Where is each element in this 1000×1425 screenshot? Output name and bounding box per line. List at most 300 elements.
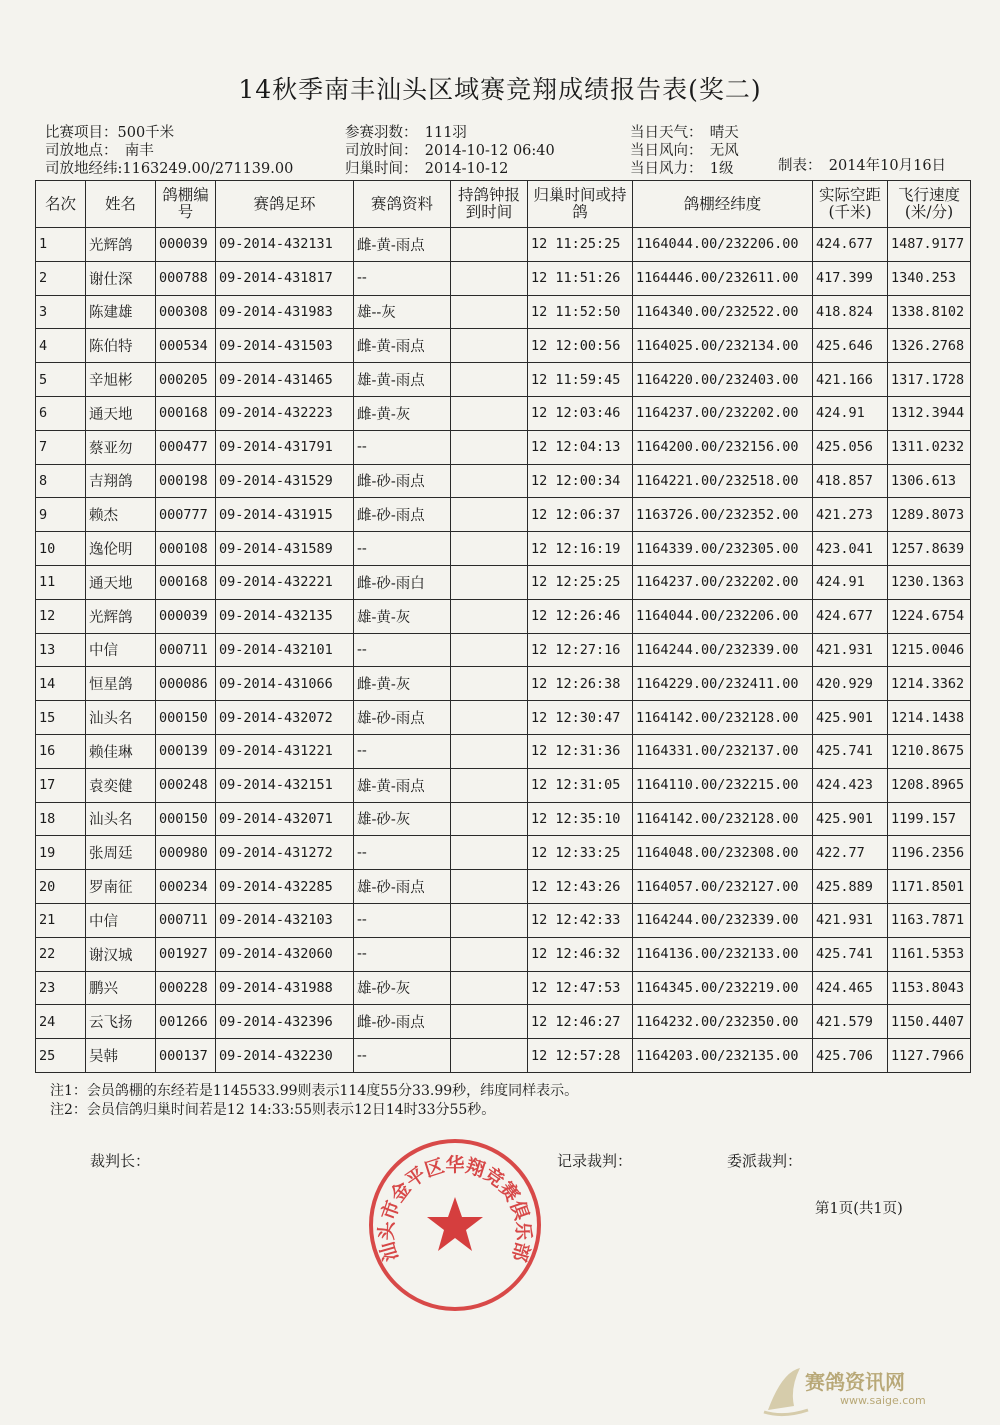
cell-speed: 1312.3944 <box>888 396 971 430</box>
cell-loft-id: 000039 <box>156 228 216 262</box>
cell-coords: 1164136.00/232133.00 <box>633 937 813 971</box>
cell-name: 赖杰 <box>86 498 156 532</box>
cell-distance: 422.77 <box>813 836 888 870</box>
cell-coords: 1164048.00/232308.00 <box>633 836 813 870</box>
cell-ring: 09-2014-432131 <box>216 228 354 262</box>
cell-clock-time <box>451 903 528 937</box>
cell-distance: 424.91 <box>813 565 888 599</box>
cell-speed: 1214.3362 <box>888 667 971 701</box>
table-row <box>36 971 971 1005</box>
cell-arrival: 12 12:42:33 <box>528 903 633 937</box>
cell-ring: 09-2014-431988 <box>216 971 354 1005</box>
cell-coords: 1164142.00/232128.00 <box>633 802 813 836</box>
cell-arrival: 12 12:46:27 <box>528 1005 633 1039</box>
cell-distance: 425.901 <box>813 802 888 836</box>
cell-arrival: 12 12:04:13 <box>528 430 633 464</box>
cell-pigeon-info: 雌-砂-雨白 <box>354 565 451 599</box>
cell-speed: 1127.7966 <box>888 1039 971 1073</box>
table-header-row <box>36 181 971 228</box>
cell-speed: 1289.8073 <box>888 498 971 532</box>
cell-pigeon-info: 雄-黄-雨点 <box>354 768 451 802</box>
signature-chief: 裁判长： <box>90 1152 151 1170</box>
header-arrival: 归巢时间或持鸽 <box>528 181 633 228</box>
meta-return-time: 归巢时间： 2014-10-12 <box>345 161 509 177</box>
cell-pigeon-info: 雄-砂-灰 <box>354 971 451 1005</box>
cell-ring: 09-2014-432135 <box>216 599 354 633</box>
signature-recorder: 记录裁判： <box>557 1152 633 1170</box>
cell-coords: 1164339.00/232305.00 <box>633 532 813 566</box>
cell-rank: 20 <box>36 870 86 904</box>
cell-loft-id: 000198 <box>156 464 216 498</box>
cell-rank: 22 <box>36 937 86 971</box>
cell-arrival: 12 12:26:38 <box>528 667 633 701</box>
table-row <box>36 1039 971 1073</box>
cell-name: 陈伯特 <box>86 329 156 363</box>
cell-distance: 421.166 <box>813 363 888 397</box>
cell-arrival: 12 12:30:47 <box>528 701 633 735</box>
cell-clock-time <box>451 363 528 397</box>
cell-ring: 09-2014-432230 <box>216 1039 354 1073</box>
cell-loft-id: 000534 <box>156 329 216 363</box>
watermark-url: www.saige.com <box>840 1394 926 1407</box>
cell-clock-time <box>451 430 528 464</box>
meta-made-on: 制表： 2014年10月16日 <box>778 158 947 174</box>
header-pigeon-info: 赛鸽资料 <box>354 181 451 228</box>
table-row <box>36 329 971 363</box>
cell-arrival: 12 12:31:36 <box>528 734 633 768</box>
cell-coords: 1164345.00/232219.00 <box>633 971 813 1005</box>
cell-distance: 425.741 <box>813 734 888 768</box>
cell-rank: 10 <box>36 532 86 566</box>
cell-coords: 1164229.00/232411.00 <box>633 667 813 701</box>
cell-ring: 09-2014-432101 <box>216 633 354 667</box>
cell-rank: 24 <box>36 1005 86 1039</box>
cell-name: 汕头名 <box>86 701 156 735</box>
cell-coords: 1164237.00/232202.00 <box>633 396 813 430</box>
cell-clock-time <box>451 261 528 295</box>
table-row <box>36 768 971 802</box>
header-ring: 赛鸽足环 <box>216 181 354 228</box>
table-row <box>36 464 971 498</box>
cell-ring: 09-2014-431817 <box>216 261 354 295</box>
report-title: 14秋季南丰汕头区域赛竞翔成绩报告表(奖二) <box>238 75 762 104</box>
cell-distance: 425.741 <box>813 937 888 971</box>
cell-loft-id: 001927 <box>156 937 216 971</box>
cell-loft-id: 000039 <box>156 599 216 633</box>
cell-name: 谢仕深 <box>86 261 156 295</box>
cell-clock-time <box>451 532 528 566</box>
cell-name: 中信 <box>86 903 156 937</box>
cell-ring: 09-2014-431272 <box>216 836 354 870</box>
cell-coords: 1164446.00/232611.00 <box>633 261 813 295</box>
cell-name: 吉翔鸽 <box>86 464 156 498</box>
cell-rank: 8 <box>36 464 86 498</box>
cell-loft-id: 000168 <box>156 565 216 599</box>
cell-coords: 1164044.00/232206.00 <box>633 599 813 633</box>
cell-ring: 09-2014-431589 <box>216 532 354 566</box>
header-loft-id: 鸽棚编号 <box>156 181 216 228</box>
cell-speed: 1153.8043 <box>888 971 971 1005</box>
cell-pigeon-info: -- <box>354 903 451 937</box>
table-row <box>36 1005 971 1039</box>
cell-ring: 09-2014-431221 <box>216 734 354 768</box>
cell-pigeon-info: -- <box>354 532 451 566</box>
cell-rank: 23 <box>36 971 86 1005</box>
cell-loft-id: 000086 <box>156 667 216 701</box>
cell-arrival: 12 12:26:46 <box>528 599 633 633</box>
table-row <box>36 734 971 768</box>
cell-clock-time <box>451 870 528 904</box>
cell-pigeon-info: -- <box>354 937 451 971</box>
cell-arrival: 12 12:57:28 <box>528 1039 633 1073</box>
cell-loft-id: 000137 <box>156 1039 216 1073</box>
cell-clock-time <box>451 228 528 262</box>
cell-arrival: 12 12:00:34 <box>528 464 633 498</box>
cell-rank: 17 <box>36 768 86 802</box>
cell-speed: 1171.8501 <box>888 870 971 904</box>
cell-name: 恒星鸽 <box>86 667 156 701</box>
cell-coords: 1163726.00/232352.00 <box>633 498 813 532</box>
cell-coords: 1164220.00/232403.00 <box>633 363 813 397</box>
table-row <box>36 261 971 295</box>
cell-loft-id: 000228 <box>156 971 216 1005</box>
cell-name: 张周廷 <box>86 836 156 870</box>
cell-rank: 21 <box>36 903 86 937</box>
cell-arrival: 12 12:03:46 <box>528 396 633 430</box>
club-seal <box>365 1135 545 1315</box>
meta-wind-force: 当日风力： 1级 <box>630 161 734 177</box>
cell-clock-time <box>451 1005 528 1039</box>
cell-clock-time <box>451 464 528 498</box>
header-clock-time: 持鸽钟报到时间 <box>451 181 528 228</box>
cell-arrival: 12 12:31:05 <box>528 768 633 802</box>
cell-arrival: 12 12:00:56 <box>528 329 633 363</box>
cell-rank: 19 <box>36 836 86 870</box>
cell-ring: 09-2014-431503 <box>216 329 354 363</box>
cell-speed: 1306.613 <box>888 464 971 498</box>
cell-rank: 11 <box>36 565 86 599</box>
cell-distance: 421.931 <box>813 633 888 667</box>
table-row <box>36 228 971 262</box>
cell-speed: 1230.1363 <box>888 565 971 599</box>
cell-arrival: 12 11:52:50 <box>528 295 633 329</box>
cell-ring: 09-2014-431529 <box>216 464 354 498</box>
cell-ring: 09-2014-432151 <box>216 768 354 802</box>
cell-pigeon-info: 雄--灰 <box>354 295 451 329</box>
cell-name: 通天地 <box>86 565 156 599</box>
cell-name: 光辉鸽 <box>86 228 156 262</box>
svg-text:汕头市金平区华翔竞赛俱乐部: 汕头市金平区华翔竞赛俱乐部 <box>375 1154 535 1264</box>
cell-speed: 1215.0046 <box>888 633 971 667</box>
cell-pigeon-info: 雌-黄-雨点 <box>354 228 451 262</box>
cell-coords: 1164142.00/232128.00 <box>633 701 813 735</box>
cell-distance: 425.706 <box>813 1039 888 1073</box>
cell-loft-id: 000788 <box>156 261 216 295</box>
cell-loft-id: 000248 <box>156 768 216 802</box>
meta-birds-count: 参赛羽数： 111羽 <box>345 125 467 141</box>
cell-loft-id: 000205 <box>156 363 216 397</box>
cell-coords: 1164044.00/232206.00 <box>633 228 813 262</box>
table-row <box>36 937 971 971</box>
cell-pigeon-info: 雌-黄-雨点 <box>354 329 451 363</box>
cell-rank: 9 <box>36 498 86 532</box>
meta-release-place: 司放地点： 南丰 <box>45 143 154 159</box>
cell-rank: 7 <box>36 430 86 464</box>
cell-clock-time <box>451 1039 528 1073</box>
cell-loft-id: 000477 <box>156 430 216 464</box>
cell-pigeon-info: 雌-砂-雨点 <box>354 498 451 532</box>
cell-ring: 09-2014-432071 <box>216 802 354 836</box>
cell-clock-time <box>451 599 528 633</box>
cell-pigeon-info: 雌-黄-灰 <box>354 396 451 430</box>
star-icon <box>427 1197 483 1251</box>
cell-arrival: 12 12:33:25 <box>528 836 633 870</box>
table-row <box>36 633 971 667</box>
cell-loft-id: 000980 <box>156 836 216 870</box>
table-row <box>36 430 971 464</box>
cell-arrival: 12 12:43:26 <box>528 870 633 904</box>
cell-speed: 1487.9177 <box>888 228 971 262</box>
cell-arrival: 12 11:25:25 <box>528 228 633 262</box>
meta-project: 比赛项目：500千米 <box>45 125 175 141</box>
table-row <box>36 802 971 836</box>
cell-arrival: 12 12:27:16 <box>528 633 633 667</box>
cell-ring: 09-2014-432060 <box>216 937 354 971</box>
cell-coords: 1164110.00/232215.00 <box>633 768 813 802</box>
cell-ring: 09-2014-431066 <box>216 667 354 701</box>
cell-distance: 425.056 <box>813 430 888 464</box>
cell-rank: 1 <box>36 228 86 262</box>
cell-clock-time <box>451 836 528 870</box>
cell-name: 罗南征 <box>86 870 156 904</box>
cell-pigeon-info: 雌-黄-灰 <box>354 667 451 701</box>
cell-clock-time <box>451 667 528 701</box>
signature-appointed: 委派裁判： <box>727 1152 803 1170</box>
cell-rank: 13 <box>36 633 86 667</box>
cell-coords: 1164232.00/232350.00 <box>633 1005 813 1039</box>
cell-name: 光辉鸽 <box>86 599 156 633</box>
cell-speed: 1214.1438 <box>888 701 971 735</box>
cell-arrival: 12 12:35:10 <box>528 802 633 836</box>
cell-loft-id: 001266 <box>156 1005 216 1039</box>
cell-clock-time <box>451 971 528 1005</box>
table-row <box>36 701 971 735</box>
cell-name: 谢汉城 <box>86 937 156 971</box>
page-number: 第1页(共1页) <box>815 1201 903 1217</box>
header-coords: 鸽棚经纬度 <box>633 181 813 228</box>
cell-distance: 424.465 <box>813 971 888 1005</box>
cell-name: 赖佳琳 <box>86 734 156 768</box>
cell-name: 鹏兴 <box>86 971 156 1005</box>
cell-distance: 424.677 <box>813 599 888 633</box>
cell-arrival: 12 12:25:25 <box>528 565 633 599</box>
table-body <box>36 228 971 1073</box>
cell-ring: 09-2014-431983 <box>216 295 354 329</box>
cell-name: 云飞扬 <box>86 1005 156 1039</box>
cell-coords: 1164025.00/232134.00 <box>633 329 813 363</box>
cell-clock-time <box>451 565 528 599</box>
meta-weather: 当日天气： 晴天 <box>630 125 739 141</box>
cell-speed: 1161.5353 <box>888 937 971 971</box>
meta-release-time: 司放时间： 2014-10-12 06:40 <box>345 143 555 159</box>
cell-name: 辛旭彬 <box>86 363 156 397</box>
cell-distance: 424.677 <box>813 228 888 262</box>
table-row <box>36 836 971 870</box>
cell-rank: 4 <box>36 329 86 363</box>
cell-name: 通天地 <box>86 396 156 430</box>
cell-pigeon-info: 雌-砂-雨点 <box>354 1005 451 1039</box>
cell-loft-id: 000777 <box>156 498 216 532</box>
cell-name: 吴韩 <box>86 1039 156 1073</box>
cell-arrival: 12 12:47:53 <box>528 971 633 1005</box>
cell-speed: 1224.6754 <box>888 599 971 633</box>
cell-loft-id: 000150 <box>156 701 216 735</box>
cell-distance: 424.91 <box>813 396 888 430</box>
cell-loft-id: 000168 <box>156 396 216 430</box>
results-table <box>35 180 971 1073</box>
cell-speed: 1338.8102 <box>888 295 971 329</box>
table-row <box>36 498 971 532</box>
cell-rank: 6 <box>36 396 86 430</box>
cell-name: 蔡亚勿 <box>86 430 156 464</box>
note-1: 注1：会员鸽棚的东经若是1145533.99则表示114度55分33.99秒，纬度同样表示。 <box>50 1083 579 1099</box>
table-row <box>36 870 971 904</box>
cell-pigeon-info: -- <box>354 430 451 464</box>
cell-ring: 09-2014-431791 <box>216 430 354 464</box>
cell-arrival: 12 12:46:32 <box>528 937 633 971</box>
cell-rank: 16 <box>36 734 86 768</box>
cell-name: 汕头名 <box>86 802 156 836</box>
cell-pigeon-info: 雄-砂-雨点 <box>354 870 451 904</box>
cell-coords: 1164244.00/232339.00 <box>633 633 813 667</box>
cell-pigeon-info: 雄-黄-雨点 <box>354 363 451 397</box>
table-row <box>36 565 971 599</box>
cell-arrival: 12 12:16:19 <box>528 532 633 566</box>
sail-icon <box>768 1368 800 1410</box>
cell-distance: 418.824 <box>813 295 888 329</box>
cell-clock-time <box>451 295 528 329</box>
cell-rank: 12 <box>36 599 86 633</box>
cell-ring: 09-2014-432103 <box>216 903 354 937</box>
cell-rank: 18 <box>36 802 86 836</box>
cell-ring: 09-2014-432221 <box>216 565 354 599</box>
header-speed: 飞行速度(米/分) <box>888 181 971 228</box>
cell-clock-time <box>451 396 528 430</box>
cell-speed: 1317.1728 <box>888 363 971 397</box>
cell-coords: 1164244.00/232339.00 <box>633 903 813 937</box>
cell-speed: 1210.8675 <box>888 734 971 768</box>
table-row <box>36 903 971 937</box>
cell-distance: 417.399 <box>813 261 888 295</box>
cell-distance: 425.889 <box>813 870 888 904</box>
cell-distance: 421.579 <box>813 1005 888 1039</box>
cell-loft-id: 000139 <box>156 734 216 768</box>
table-row <box>36 532 971 566</box>
cell-rank: 14 <box>36 667 86 701</box>
cell-name: 中信 <box>86 633 156 667</box>
table-row <box>36 295 971 329</box>
cell-pigeon-info: 雄-砂-雨点 <box>354 701 451 735</box>
cell-distance: 421.931 <box>813 903 888 937</box>
cell-loft-id: 000711 <box>156 903 216 937</box>
cell-loft-id: 000108 <box>156 532 216 566</box>
cell-speed: 1199.157 <box>888 802 971 836</box>
cell-coords: 1164340.00/232522.00 <box>633 295 813 329</box>
cell-rank: 25 <box>36 1039 86 1073</box>
header-rank: 名次 <box>36 181 86 228</box>
cell-distance: 421.273 <box>813 498 888 532</box>
header-distance: 实际空距(千米) <box>813 181 888 228</box>
cell-pigeon-info: 雌-砂-雨点 <box>354 464 451 498</box>
cell-name: 陈建雄 <box>86 295 156 329</box>
cell-clock-time <box>451 734 528 768</box>
table-row <box>36 667 971 701</box>
cell-coords: 1164237.00/232202.00 <box>633 565 813 599</box>
cell-ring: 09-2014-431915 <box>216 498 354 532</box>
cell-ring: 09-2014-432223 <box>216 396 354 430</box>
cell-speed: 1208.8965 <box>888 768 971 802</box>
watermark-text: 赛鸽资讯网 <box>805 1370 905 1394</box>
cell-ring: 09-2014-431465 <box>216 363 354 397</box>
cell-speed: 1326.2768 <box>888 329 971 363</box>
header-name: 姓名 <box>86 181 156 228</box>
cell-rank: 3 <box>36 295 86 329</box>
cell-distance: 424.423 <box>813 768 888 802</box>
cell-loft-id: 000234 <box>156 870 216 904</box>
cell-speed: 1163.7871 <box>888 903 971 937</box>
cell-loft-id: 000308 <box>156 295 216 329</box>
cell-arrival: 12 11:59:45 <box>528 363 633 397</box>
table-row <box>36 599 971 633</box>
cell-arrival: 12 11:51:26 <box>528 261 633 295</box>
cell-coords: 1164203.00/232135.00 <box>633 1039 813 1073</box>
cell-rank: 15 <box>36 701 86 735</box>
cell-speed: 1196.2356 <box>888 836 971 870</box>
meta-release-coords: 司放地经纬:1163249.00/271139.00 <box>45 161 294 177</box>
cell-distance: 425.901 <box>813 701 888 735</box>
cell-coords: 1164221.00/232518.00 <box>633 464 813 498</box>
cell-ring: 09-2014-432396 <box>216 1005 354 1039</box>
cell-ring: 09-2014-432285 <box>216 870 354 904</box>
cell-name: 逸伦明 <box>86 532 156 566</box>
cell-speed: 1340.253 <box>888 261 971 295</box>
cell-rank: 5 <box>36 363 86 397</box>
cell-clock-time <box>451 633 528 667</box>
cell-pigeon-info: 雄-砂-灰 <box>354 802 451 836</box>
cell-clock-time <box>451 701 528 735</box>
cell-distance: 423.041 <box>813 532 888 566</box>
cell-ring: 09-2014-432072 <box>216 701 354 735</box>
note-2: 注2：会员信鸽归巢时间若是12 14:33:55则表示12日14时33分55秒。 <box>50 1102 496 1118</box>
cell-clock-time <box>451 802 528 836</box>
cell-speed: 1150.4407 <box>888 1005 971 1039</box>
cell-distance: 420.929 <box>813 667 888 701</box>
table-row <box>36 363 971 397</box>
cell-pigeon-info: -- <box>354 1039 451 1073</box>
cell-name: 袁奕健 <box>86 768 156 802</box>
cell-speed: 1311.0232 <box>888 430 971 464</box>
cell-coords: 1164200.00/232156.00 <box>633 430 813 464</box>
cell-loft-id: 000150 <box>156 802 216 836</box>
cell-clock-time <box>451 768 528 802</box>
cell-coords: 1164057.00/232127.00 <box>633 870 813 904</box>
table-row <box>36 396 971 430</box>
cell-clock-time <box>451 498 528 532</box>
cell-arrival: 12 12:06:37 <box>528 498 633 532</box>
cell-speed: 1257.8639 <box>888 532 971 566</box>
cell-clock-time <box>451 329 528 363</box>
cell-clock-time <box>451 937 528 971</box>
